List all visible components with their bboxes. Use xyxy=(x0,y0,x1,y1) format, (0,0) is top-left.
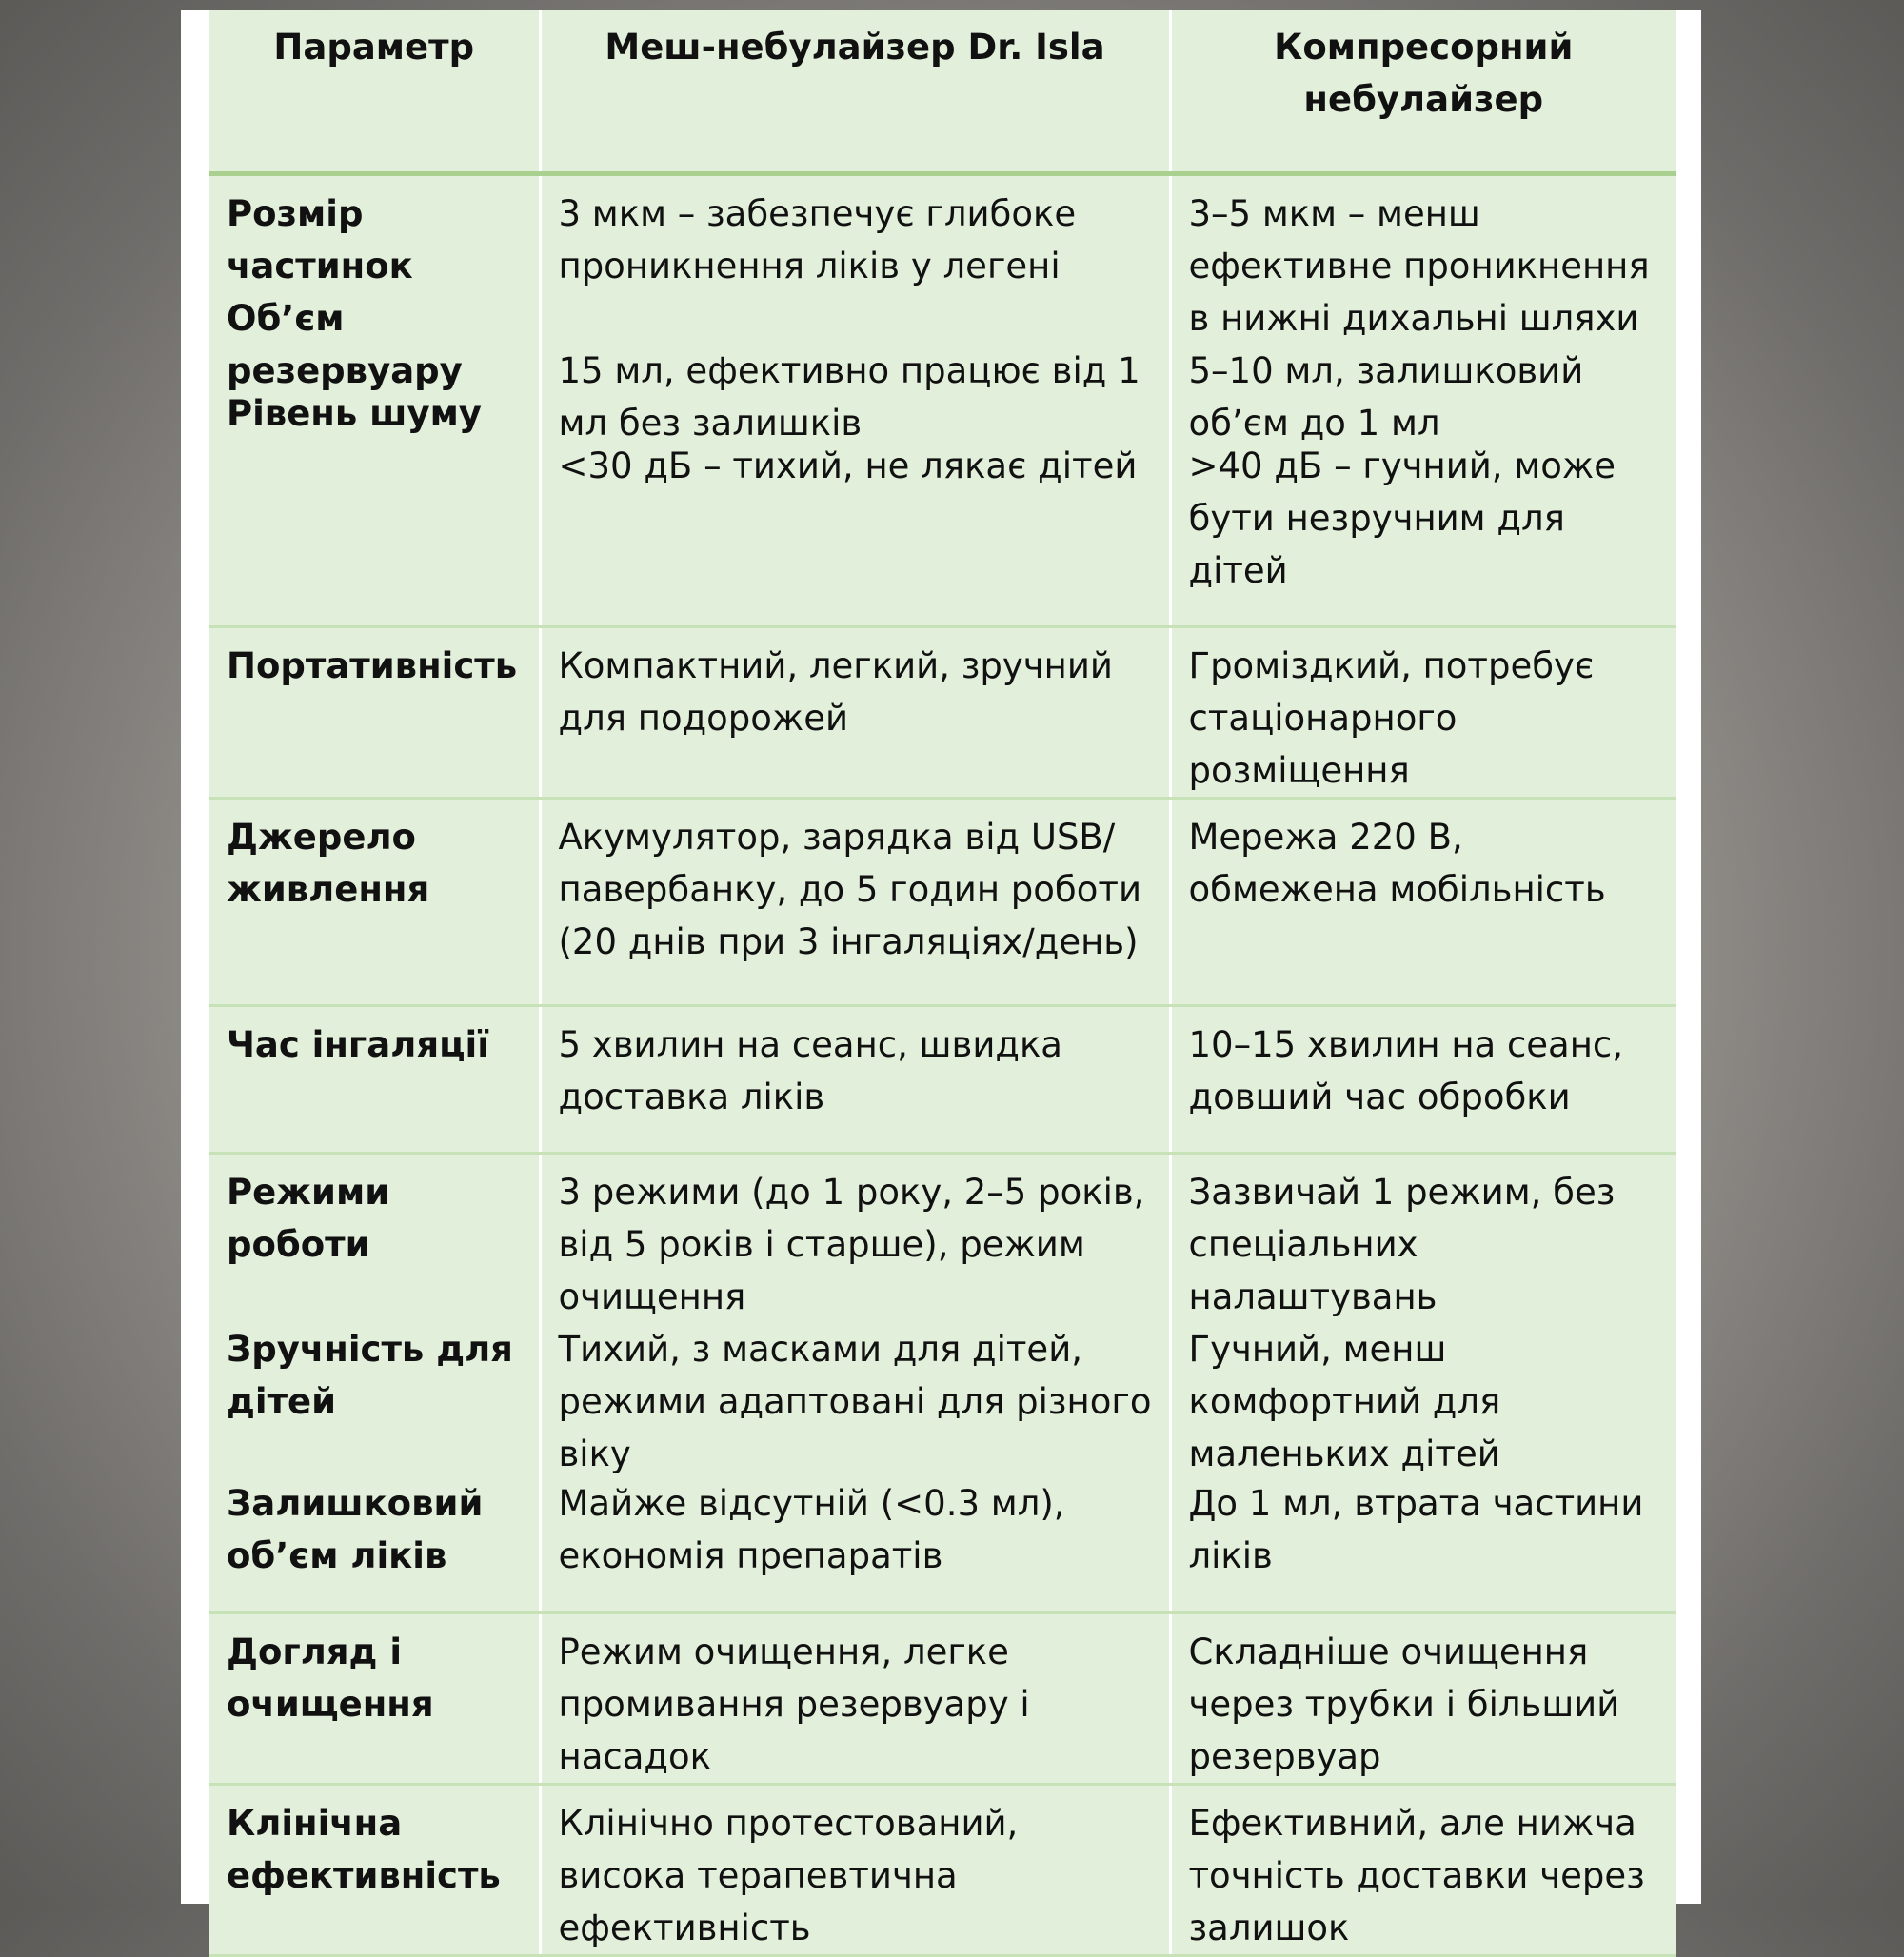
compressor-value: 5–10 мл, залишковий об’єм до 1 мл xyxy=(1188,350,1584,444)
compressor-cell: Мережа 220 В, обмежена мобільність xyxy=(1170,799,1676,1006)
param-cell: Клінічна ефективність xyxy=(209,1785,540,1956)
mesh-cell xyxy=(540,174,1170,627)
table-row xyxy=(209,1154,1676,1613)
compressor-cell: Складніше очищення через трубки і більший резервуар xyxy=(1170,1613,1676,1785)
table-row xyxy=(209,1785,1676,1956)
param-label: Залишковий об’єм ліків xyxy=(227,1483,484,1576)
table-row xyxy=(209,799,1676,1006)
param-cell xyxy=(209,174,540,627)
param-label: Об’єм резервуару xyxy=(227,298,463,391)
mesh-cell xyxy=(540,1154,1170,1613)
param-cell: Догляд і очищення xyxy=(209,1613,540,1785)
table-row xyxy=(209,174,1676,627)
table-row xyxy=(209,627,1676,799)
compressor-value: До 1 мл, втрата частини ліків xyxy=(1188,1483,1644,1576)
compressor-cell: 10–15 хвилин на сеанс, довший час обробки xyxy=(1170,1006,1676,1154)
table-row xyxy=(209,1613,1676,1785)
param-label: Розмір частинок xyxy=(227,193,413,287)
param-label: Режими роботи xyxy=(227,1172,390,1265)
compressor-cell: Громіздкий, потребує стаціонарного розміщення xyxy=(1170,627,1676,799)
mesh-cell: 5 хвилин на сеанс, швидка доставка ліків xyxy=(540,1006,1170,1154)
compressor-cell xyxy=(1170,1154,1676,1613)
header-mesh-nebulizer: Меш-небулайзер Dr. Isla xyxy=(540,10,1170,174)
compressor-value: 3–5 мкм – менш ефективне проникнення в нижні дихальні шляхи xyxy=(1188,193,1650,339)
header-compressor-nebulizer: Компресорний небулайзер xyxy=(1170,10,1676,174)
mesh-cell: Клінічно протестований, висока терапевтична ефективність xyxy=(540,1785,1170,1956)
table-row xyxy=(209,1006,1676,1154)
param-cell: Час інгаляції xyxy=(209,1006,540,1154)
mesh-value: <30 дБ – тихий, не лякає дітей xyxy=(558,445,1138,486)
mesh-value: 15 мл, ефективно працює від 1 мл без залишків xyxy=(558,350,1140,444)
comparison-table xyxy=(209,10,1676,1957)
param-cell: Джерело живлення xyxy=(209,799,540,1006)
compressor-value: >40 дБ – гучний, може бути незручним для дітей xyxy=(1188,445,1616,591)
compressor-cell xyxy=(1170,174,1676,627)
param-label: Рівень шуму xyxy=(227,393,482,434)
param-label: Зручність для дітей xyxy=(227,1329,513,1422)
mesh-value: 3 мкм – забезпечує глибоке проникнення ліків у легені xyxy=(558,193,1077,287)
mesh-cell: Режим очищення, легке промивання резервуару і насадок xyxy=(540,1613,1170,1785)
mesh-cell: Компактний, легкий, зручний для подорожей xyxy=(540,627,1170,799)
mesh-value: Тихий, з масками для дітей, режими адаптовані для різного віку xyxy=(558,1329,1152,1474)
compressor-value: Зазвичай 1 режим, без спеціальних налаштувань xyxy=(1188,1172,1616,1317)
slide-sheet xyxy=(181,10,1701,1948)
compressor-value: Гучний, менш комфортний для маленьких дітей xyxy=(1188,1329,1501,1474)
param-cell xyxy=(209,1154,540,1613)
header-row xyxy=(209,10,1676,174)
mesh-cell: Акумулятор, зарядка від USB/павербанку, до 5 годин роботи (20 днів при 3 інгаляціях/день) xyxy=(540,799,1170,1006)
compressor-cell: Ефективний, але нижча точність доставки через залишок xyxy=(1170,1785,1676,1956)
param-cell: Портативність xyxy=(209,627,540,799)
header-parameter: Параметр xyxy=(209,10,540,174)
mesh-value: 3 режими (до 1 року, 2–5 років, від 5 років і старше), режим очищення xyxy=(558,1172,1145,1317)
mesh-value: Майже відсутній (<0.3 мл), економія препаратів xyxy=(558,1483,1065,1576)
